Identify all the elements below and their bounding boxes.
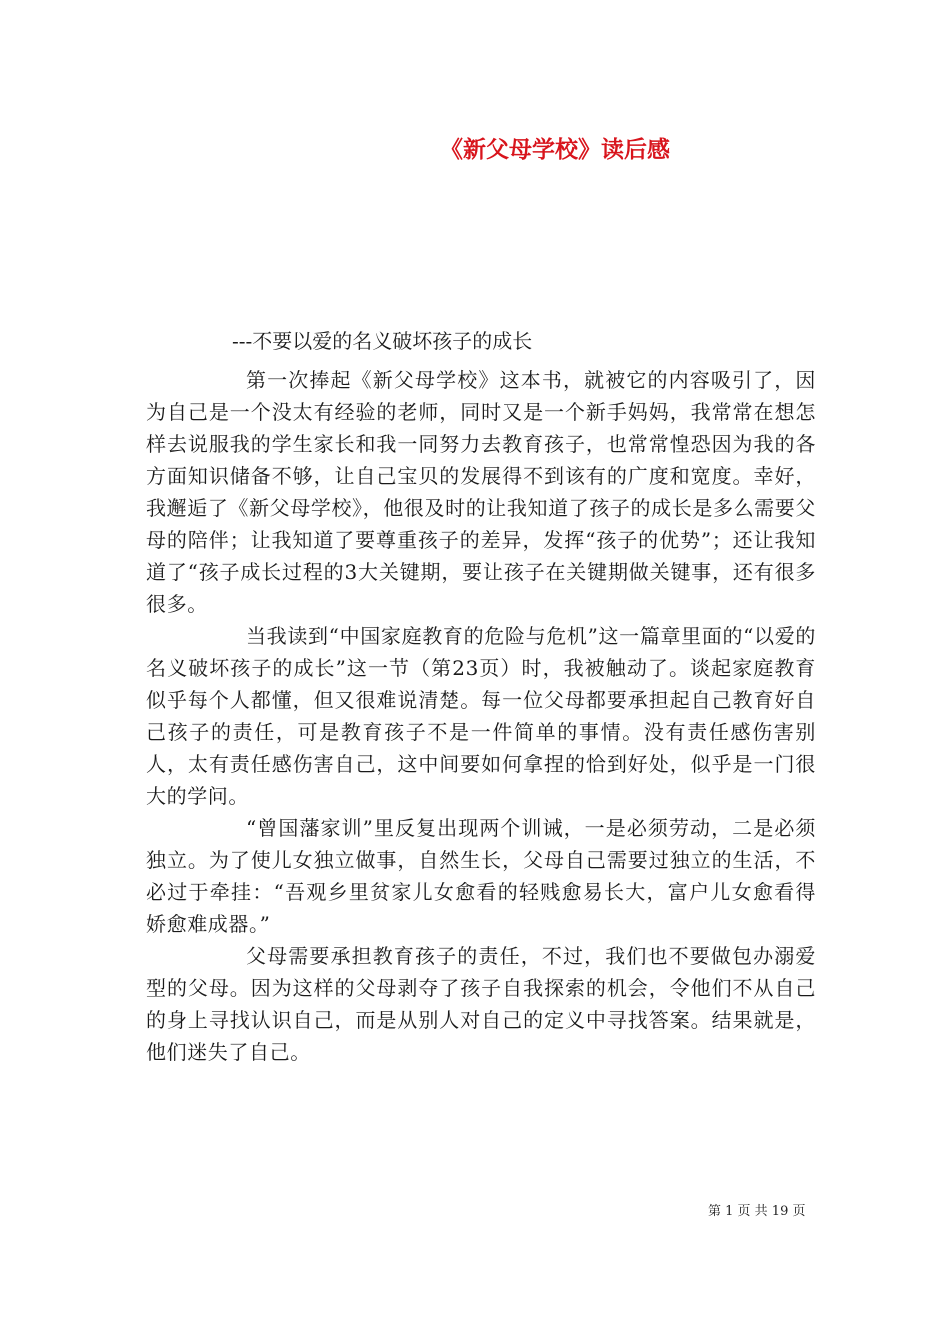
paragraph-4: 父母需要承担教育孩子的责任，不过，我们也不要做包办溺爱型的父母。因为这样的父母剥夺了孩子自我探索的机会，令他们不从自己的身上寻找认识自己，而是从别人对自己的定义中寻找答案。结果就是，他们迷失了自己。 [146, 944, 816, 1064]
paragraph-1: 第一次捧起《新父母学校》这本书，就被它的内容吸引了，因为自己是一个没太有经验的老师，同时又是一个新手妈妈，我常常在想怎样去说服我的学生家长和我一同努力去教育孩子，也常常惶恐因为我的各方面知识储备不够，让自己宝贝的发展得不到该有的广度和宽度。幸好，我邂逅了《新父母学校》，他很及时的让我知道了孩子的成长是多么需要父母的陪伴；让我知道了要尊重孩子的差异，发挥“孩子的优势”；还让我知道了“孩子成长过程的3大关键期，要让孩子在关键期做关键事，还有很多很多。 [146, 368, 816, 616]
page-title: 《新父母学校》读后感 [440, 136, 670, 163]
paragraph-3: “曾国藩家训”里反复出现两个训诫，一是必须劳动，二是必须独立。为了使儿女独立做事，自然生长，父母自己需要过独立的生活，不必过于牵挂：“吾观乡里贫家儿女愈看的轻贱愈易长大，富户儿女愈看得娇愈难成器。” [146, 816, 816, 936]
document-body [146, 364, 816, 1068]
subtitle: ---不要以爱的名义破坏孩子的成长 [232, 329, 533, 353]
page-number-footer: 第 1 页 共 19 页 [708, 1204, 806, 1219]
paragraph-2: 当我读到“中国家庭教育的危险与危机”这一篇章里面的“以爱的名义破坏孩子的成长”这一节（第23页）时，我被触动了。谈起家庭教育似乎每个人都懂，但又很难说清楚。每一位父母都要承担起自己教育好自己孩子的责任，可是教育孩子不是一件简单的事情。没有责任感伤害别人，太有责任感伤害自己，这中间要如何拿捏的恰到好处，似乎是一门很大的学问。 [146, 624, 816, 808]
